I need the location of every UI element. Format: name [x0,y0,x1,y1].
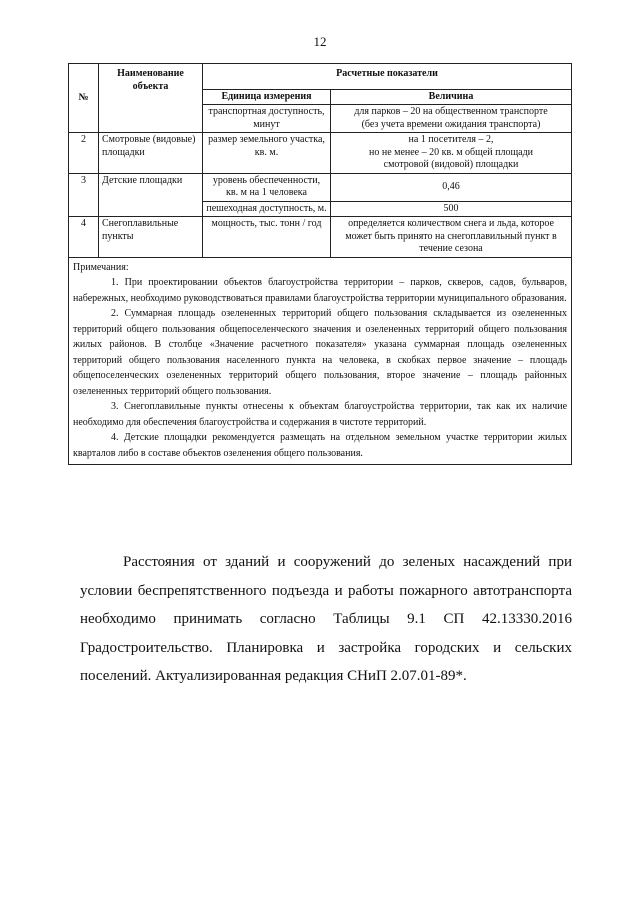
page-number: 12 [313,34,327,49]
row3-num: 3 [69,173,99,217]
table-notes [69,257,572,465]
notes-title: Примечания: [73,261,129,273]
header-num: № [69,64,99,133]
row1-value-line2: (без учета времени ожидания транспорта) [361,118,541,130]
row2-value-line3: смотровой (видовой) площадки [383,159,519,170]
row2-value-line2: но не менее – 20 кв. м общей площади [368,146,534,158]
row3-value2: 500 [331,201,572,217]
table-row [69,217,572,258]
row2-num: 2 [69,133,99,174]
header-unit: Единица измерения [203,89,331,105]
note-2: 2. Суммарная площадь озелененных территорий общего пользования складывается из озелененных территорий общего пользования общепоселенческого значения и озелененных территорий общего пользования жилых районов. В столбце «Значение расчетного показателя» указана суммарная площадь озелененных территорий общего пользования населенного пункта на человека, в скобках первое значение – площадь общепоселенческих озелененных территорий общего пользования, второе значение – площадь районных озелененных территорий общего пользования. [73,308,568,397]
row1-value-line1: для парков – 20 на общественном транспорте [354,106,548,117]
row1-unit: транспортная доступность, минут [203,105,331,133]
note-1: 1. При проектировании объектов благоустройства территории – парков, скверов, садов, бульваров, набережных, необходимо руководствоваться правилами благоустройства территории муниципального образования. [73,277,568,304]
header-name: Наименование объекта [99,64,203,133]
note-3: 3. Снегоплавильные пункты отнесены к объектам благоустройства территории, так как их наличие необходимо для обеспечения благоустройства и содержания в чистоте территорий. [73,401,568,428]
table-row [69,133,572,174]
row4-name: Снегоплавильные пункты [99,217,203,258]
row2-name: Смотровые (видовые) площадки [99,133,203,174]
row2-value [331,133,572,174]
body-paragraph: Расстояния от зданий и сооружений до зеленых насаждений при условии беспрепятственного подъезда и работы пожарного автотранспорта необходимо принимать согласно Таблицы 9.1 СП 42.13330.2016 Градостроительство. Планировка и застройка городских и сельских поселений. Актуализированная редакция СНиП 2.07.01-89*. [80,554,572,684]
body-paragraph-block [80,548,572,691]
header-calc: Расчетные показатели [203,64,572,90]
row3-unit1: уровень обеспеченности, кв. м на 1 человека [203,173,331,201]
table-header-row [69,64,572,90]
row2-unit: размер земельного участка, кв. м. [203,133,331,174]
row2-value-line1: на 1 посетителя – 2, [408,134,494,145]
row4-unit: мощность, тыс. тонн / год [203,217,331,258]
row3-value1: 0,46 [331,173,572,201]
row4-num: 4 [69,217,99,258]
standards-table [68,63,572,465]
row4-value: определяется количеством снега и льда, которое может быть принято на снегоплавильный пункт в течение сезона [331,217,572,258]
row3-name: Детские площадки [99,173,203,217]
notes-row [69,257,572,465]
table-row [69,173,572,201]
header-value: Величина [331,89,572,105]
row3-unit2: пешеходная доступность, м. [203,201,331,217]
row1-value [331,105,572,133]
note-4: 4. Детские площадки рекомендуется размещать на отдельном земельном участке территории жилых кварталов либо в составе объектов озеленения общего пользования. [73,432,568,459]
